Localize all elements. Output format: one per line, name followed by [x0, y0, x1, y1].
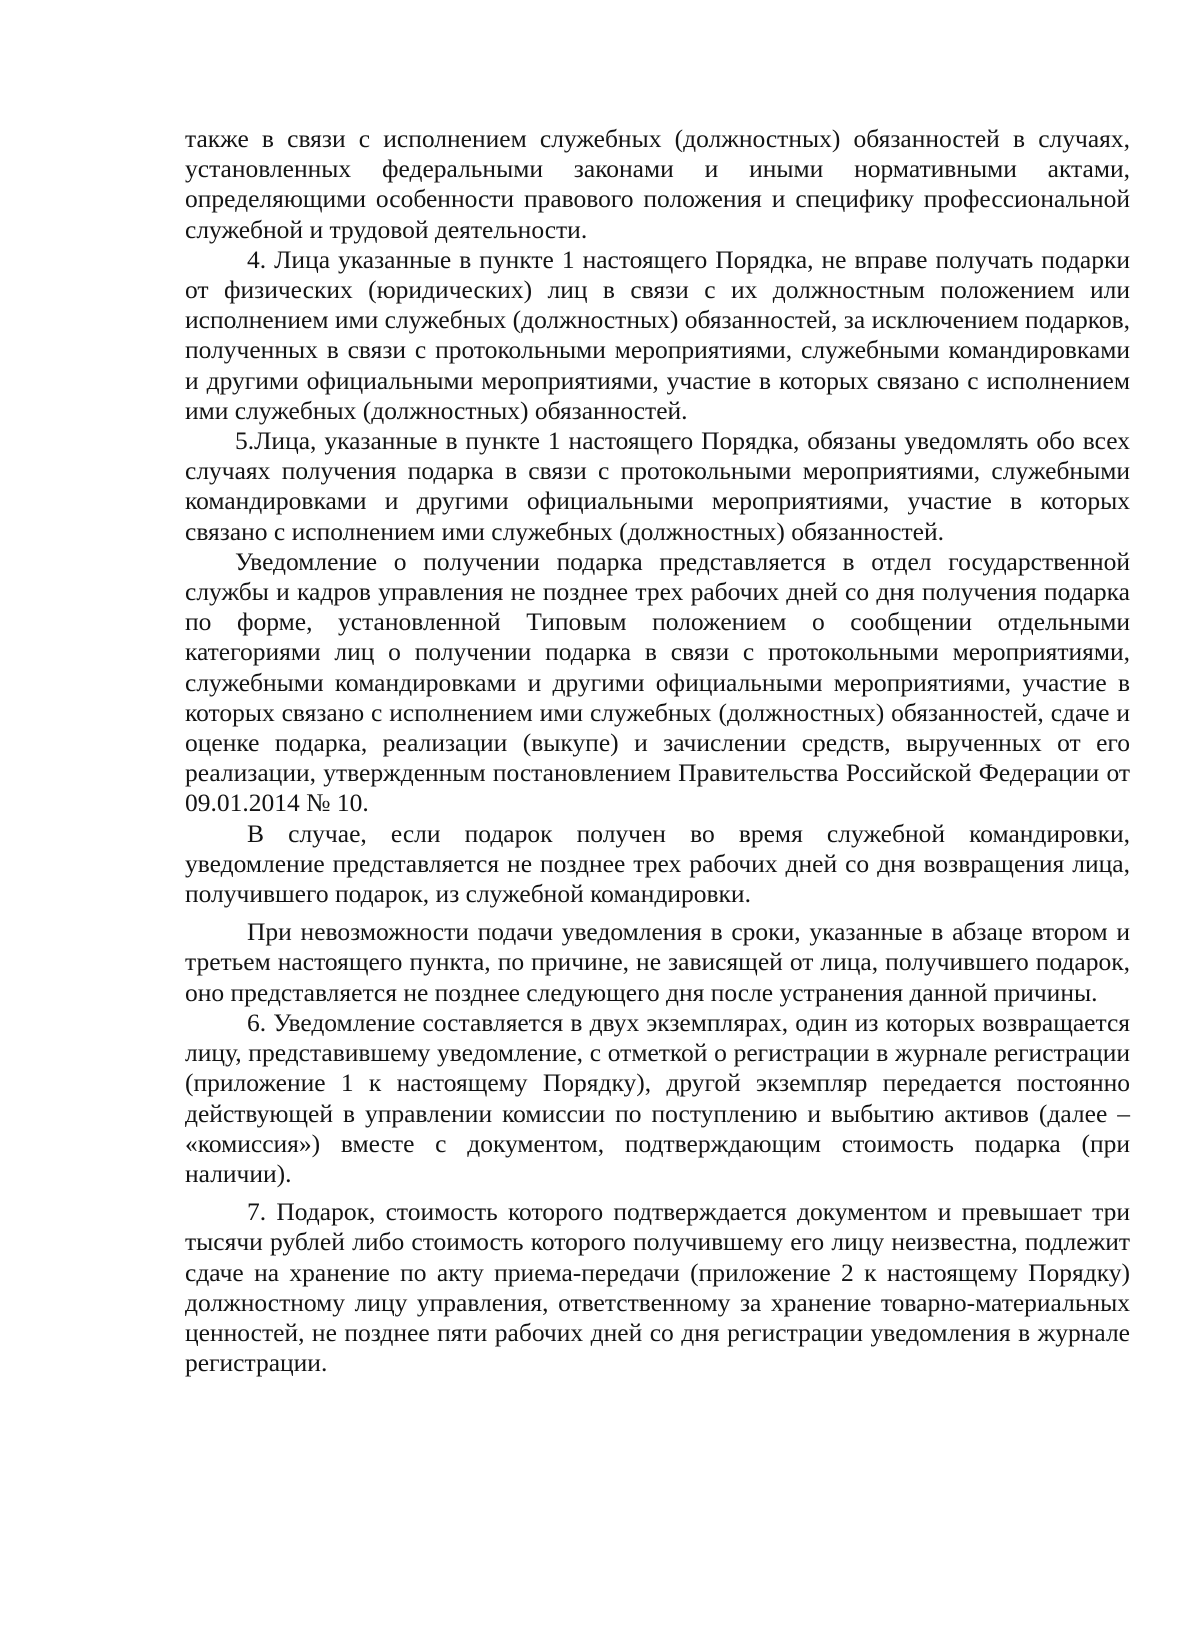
- paragraph-item-7: 7. Подарок, стоимость которого подтверждается документом и превышает три тысячи рублей либо стоимость которого получившему его лицу неизвестна, подлежит сдаче на хранение по акту приема-передачи (приложение 2 к настоящему Порядку) должностному лицу управления, ответственному за хранение товарно-материальных ценностей, не позднее пяти рабочих дней со дня регистрации уведомления в журнале регистрации.: [185, 1197, 1130, 1378]
- paragraph-item-6: 6. Уведомление составляется в двух экземплярах, один из которых возвращается лицу, представившему уведомление, с отметкой о регистрации в журнале регистрации (приложение 1 к настоящему Порядку), другой экземпляр передается постоянно действующей в управлении комиссии по поступлению и выбытию активов (далее – «комиссия») вместе с документом, подтверждающим стоимость подарка (при наличии).: [185, 1007, 1130, 1188]
- paragraph-item-4: 4. Лица указанные в пункте 1 настоящего Порядка, не вправе получать подарки от физических (юридических) лиц в связи с их должностным положением или исполнением ими служебных (должностных) обязанностей, за исключением подарков, полученных в связи с протокольными мероприятиями, служебными командировками и другими официальными мероприятиями, участие в которых связано с исполнением ими служебных (должностных) обязанностей.: [185, 244, 1130, 425]
- paragraph-business-trip: В случае, если подарок получен во время служебной командировки, уведомление представляется не позднее трех рабочих дней со дня возвращения лица, получившего подарок, из служебной командировки.: [185, 818, 1130, 909]
- paragraph-continuation: также в связи с исполнением служебных (должностных) обязанностей в случаях, установленных федеральными законами и иными нормативными актами, определяющими особенности правового положения и специфику профессиональной служебной и трудовой деятельности.: [185, 124, 1130, 244]
- document-body: [185, 124, 1130, 1378]
- paragraph-item-5: 5.Лица, указанные в пункте 1 настоящего Порядка, обязаны уведомлять обо всех случаях получения подарка в связи с протокольными мероприятиями, служебными командировками и другими официальными мероприятиями, участие в которых связано с исполнением ими служебных (должностных) обязанностей.: [185, 426, 1130, 546]
- paragraph-notification: Уведомление о получении подарка представляется в отдел государственной службы и кадров управления не позднее трех рабочих дней со дня получения подарка по форме, установленной Типовым положением о сообщении отдельными категориями лиц о получении подарка в связи с протокольными мероприятиями, служебными командировками и другими официальными мероприятиями, участие в которых связано с исполнением ими служебных (должностных) обязанностей, сдаче и оценке подарка, реализации (выкупе) и зачислении средств, вырученных от его реализации, утвержденным постановлением Правительства Российской Федерации от 09.01.2014 № 10.: [185, 546, 1130, 818]
- paragraph-impossibility: При невозможности подачи уведомления в сроки, указанные в абзаце втором и третьем настоящего пункта, по причине, не зависящей от лица, получившего подарок, оно представляется не позднее следующего дня после устранения данной причины.: [185, 917, 1130, 1007]
